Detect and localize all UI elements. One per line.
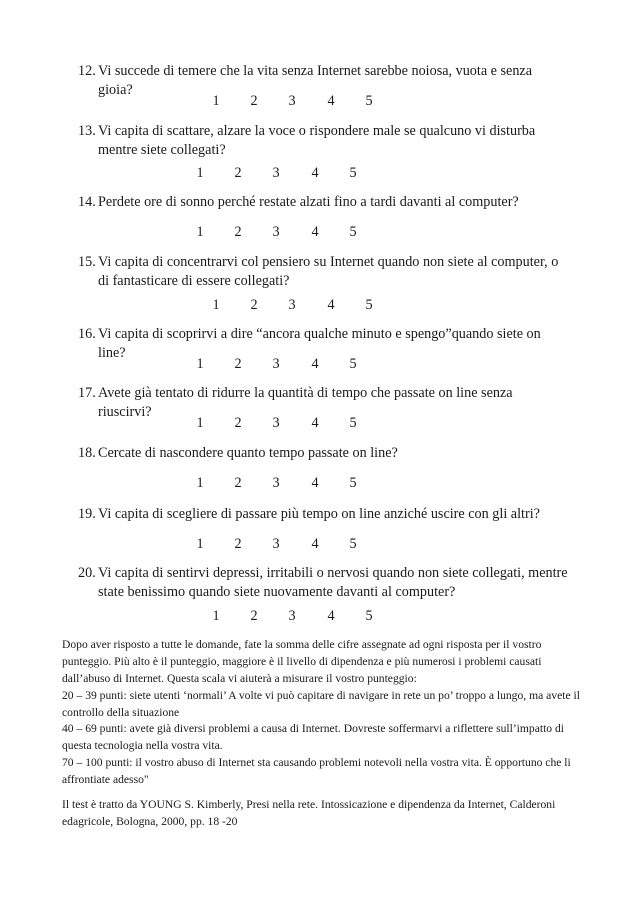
scale-option: 3	[272, 165, 280, 181]
scale-option: 3	[272, 475, 280, 491]
score-range-1-text: 20 – 39 punti: siete utenti ‘normali’ A volte vi può capitare di navigare in rete un po’ troppo a lungo, ma avete il controllo della situazione	[62, 689, 580, 719]
question-12	[78, 62, 568, 100]
scale-option: 2	[234, 415, 242, 431]
scale-option: 3	[288, 93, 296, 109]
question-19	[78, 505, 568, 524]
scale-option: 1	[196, 224, 204, 240]
question-text: Vi capita di scoprirvi a dire “ancora qualche minuto e spengo”quando siete on line?	[98, 326, 541, 361]
scale-option: 4	[311, 536, 319, 552]
question-20	[78, 564, 568, 602]
scale-option: 2	[234, 165, 242, 181]
scale-option: 3	[288, 297, 296, 313]
question-17	[78, 384, 568, 422]
score-range-3-text: 70 – 100 punti: il vostro abuso di Internet sta causando problemi notevoli nella vostra vita. È opportuno che li affrontiate adesso"	[62, 756, 571, 786]
scale-option: 5	[349, 536, 357, 552]
question-text: Vi capita di scegliere di passare più tempo on line anziché uscire con gli altri?	[98, 506, 540, 522]
question-number: 18.	[78, 445, 96, 461]
scale-option: 3	[288, 608, 296, 624]
scale-option: 5	[349, 224, 357, 240]
question-text: Cercate di nascondere quanto tempo passate on line?	[98, 445, 398, 461]
scale-option: 2	[250, 93, 258, 109]
scale-option: 5	[349, 356, 357, 372]
scale-option: 4	[311, 356, 319, 372]
score-range-1	[62, 687, 582, 721]
scale-option: 5	[365, 297, 373, 313]
scale-option: 1	[196, 475, 204, 491]
scale-option: 4	[327, 93, 335, 109]
scale-option: 4	[327, 297, 335, 313]
scale-option: 2	[234, 224, 242, 240]
scale-option: 1	[212, 297, 220, 313]
scale-option: 5	[349, 475, 357, 491]
scoring-intro-text: Dopo aver risposto a tutte le domande, fate la somma delle cifre assegnate ad ogni risposta per il vostro punteggio. Più alto è il punteggio, maggiore è il livello di dipendenza e più numerosi i problemi causati dall’abuso di Internet. Questa scala vi aiuterà a misurare il vostro punteggio:	[62, 638, 542, 685]
question-text: Vi capita di concentrarvi col pensiero su Internet quando non siete al computer, o di fantasticare di essere collegati?	[98, 254, 559, 289]
question-text: Vi capita di sentirvi depressi, irritabili o nervosi quando non siete collegati, mentre state benissimo quando siete nuovamente davanti al computer?	[98, 565, 568, 600]
scale-option: 3	[272, 415, 280, 431]
question-number: 13.	[78, 123, 96, 139]
score-range-2-text: 40 – 69 punti: avete già diversi problemi a causa di Internet. Dovreste soffermarvi a riflettere sull’impatto di questa tecnologia nella vostra vita.	[62, 722, 565, 752]
question-number: 15.	[78, 254, 96, 270]
scale-option: 3	[272, 356, 280, 372]
source-citation	[62, 796, 582, 830]
question-number: 14.	[78, 194, 96, 210]
question-text: Avete già tentato di ridurre la quantità di tempo che passate on line senza riuscirvi?	[98, 385, 513, 420]
scale-option: 3	[272, 224, 280, 240]
question-text: Perdete ore di sonno perché restate alzati fino a tardi davanti al computer?	[98, 194, 519, 210]
scale-option: 4	[311, 415, 319, 431]
scale-option: 1	[196, 165, 204, 181]
scale-option: 1	[196, 536, 204, 552]
scale-option: 3	[272, 536, 280, 552]
question-number: 19.	[78, 506, 96, 522]
scale-option: 4	[327, 608, 335, 624]
question-number: 16.	[78, 326, 96, 342]
score-range-2	[62, 720, 582, 754]
question-number: 12.	[78, 63, 96, 79]
question-text: Vi succede di temere che la vita senza Internet sarebbe noiosa, vuota e senza gioia?	[98, 63, 533, 98]
scale-option: 5	[365, 608, 373, 624]
scale-option: 1	[196, 415, 204, 431]
scale-option: 2	[234, 536, 242, 552]
question-15	[78, 253, 568, 291]
question-text: Vi capita di scattare, alzare la voce o rispondere male se qualcuno vi disturba mentre siete collegati?	[98, 123, 536, 158]
question-13	[78, 122, 568, 160]
scale-option: 4	[311, 224, 319, 240]
score-range-3	[62, 754, 582, 788]
scale-option: 5	[365, 93, 373, 109]
scale-option: 1	[212, 93, 220, 109]
scale-option: 4	[311, 475, 319, 491]
scale-option: 2	[250, 297, 258, 313]
scale-option: 5	[349, 415, 357, 431]
question-16	[78, 325, 568, 363]
question-number: 20.	[78, 565, 96, 581]
scale-option: 2	[250, 608, 258, 624]
scale-option: 1	[212, 608, 220, 624]
scoring-intro	[62, 636, 582, 687]
scale-option: 5	[349, 165, 357, 181]
source-citation-text: Il test è tratto da YOUNG S. Kimberly, Presi nella rete. Intossicazione e dipendenza da Internet, Calderoni edagricole, Bologna, 2000, pp. 18 -20	[62, 798, 556, 828]
question-14	[78, 193, 568, 212]
question-number: 17.	[78, 385, 96, 401]
question-18	[78, 444, 568, 463]
scale-option: 2	[234, 475, 242, 491]
scale-option: 2	[234, 356, 242, 372]
scale-option: 4	[311, 165, 319, 181]
scale-option: 1	[196, 356, 204, 372]
